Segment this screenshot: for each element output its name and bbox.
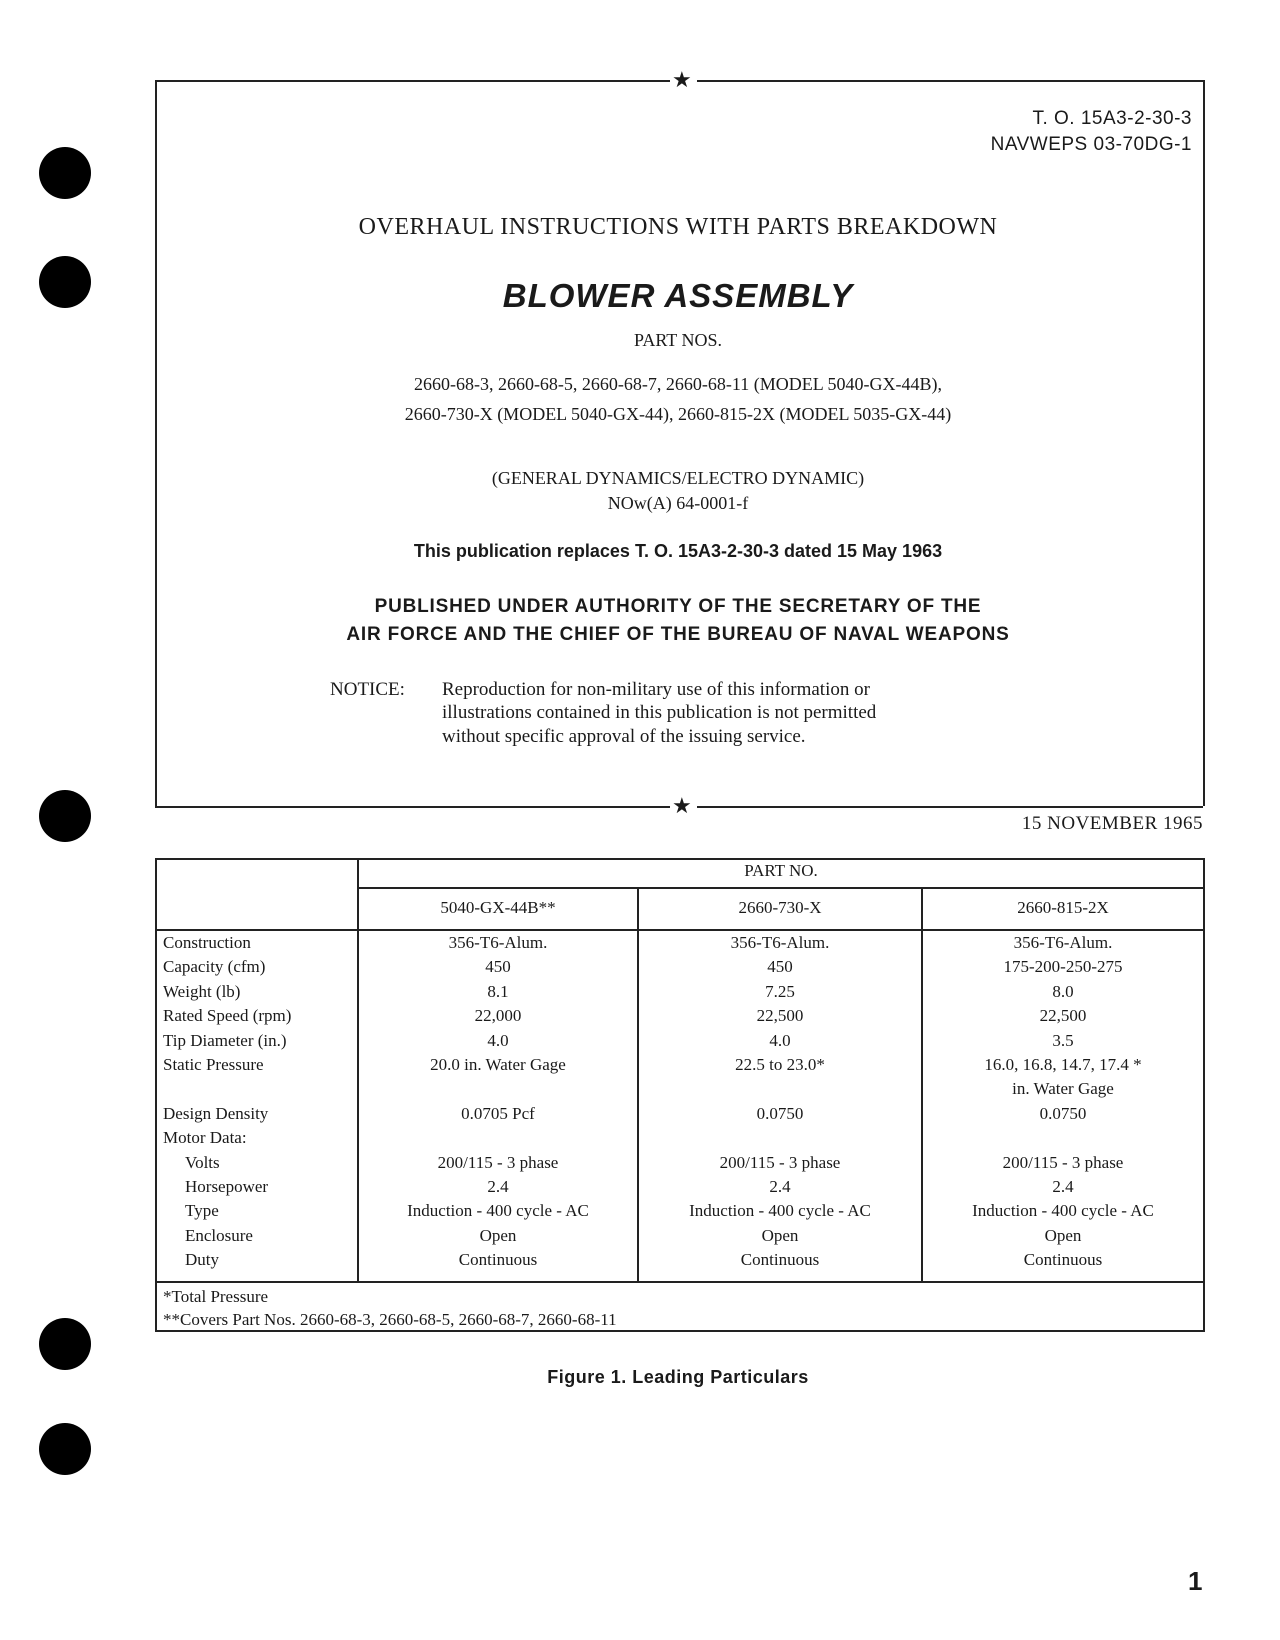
- authority-line: PUBLISHED UNDER AUTHORITY OF THE SECRETARY OF THE: [374, 596, 982, 617]
- table-row: [155, 982, 1203, 1006]
- table-cell: Open: [1044, 1225, 1082, 1245]
- row-label: Rated Speed (rpm): [163, 1006, 292, 1026]
- table-row: [155, 957, 1203, 981]
- column-header: 5040-GX-44B**: [440, 898, 556, 917]
- table-cell: 0.0750: [756, 1103, 804, 1123]
- part-no-header: PART NO.: [744, 861, 818, 880]
- table-cell: 22,500: [756, 1006, 804, 1026]
- punch-hole: [39, 256, 91, 308]
- table-cell: 16.0, 16.8, 14.7, 17.4 *: [984, 1055, 1142, 1074]
- document-subtitle: OVERHAUL INSTRUCTIONS WITH PARTS BREAKDOWN: [358, 214, 998, 240]
- replaces-notice: This publication replaces T. O. 15A3-2-30-3 dated 15 May 1963: [413, 541, 943, 561]
- star-icon: ★: [672, 794, 692, 819]
- table-row: [155, 1250, 1203, 1274]
- row-label: Weight (lb): [163, 981, 241, 1001]
- table-row: [155, 1079, 1203, 1103]
- table-cell: 8.0: [1052, 981, 1074, 1001]
- row-label: Motor Data:: [163, 1128, 247, 1148]
- table-cell: 22,000: [474, 1006, 522, 1026]
- table-cell: 0.0750: [1039, 1103, 1087, 1123]
- table-cell: 175-200-250-275: [1003, 957, 1123, 977]
- notice-text: Reproduction for non-military use of this information or: [442, 679, 870, 700]
- table-row: [155, 1153, 1203, 1177]
- table-cell: 22.5 to 23.0*: [735, 1055, 825, 1074]
- punch-hole: [39, 1423, 91, 1475]
- punch-hole: [39, 1318, 91, 1370]
- part-nos-line: 2660-68-3, 2660-68-5, 2660-68-7, 2660-68-11 (MODEL 5040-GX-44B),: [413, 374, 943, 394]
- document-title: BLOWER ASSEMBLY: [502, 277, 854, 314]
- divider: [155, 806, 670, 808]
- table-row: [155, 1201, 1203, 1225]
- table-row: [155, 1031, 1203, 1055]
- notice-text: without specific approval of the issuing service.: [442, 726, 806, 747]
- column-header: 2660-815-2X: [1017, 898, 1109, 917]
- table-cell: Induction - 400 cycle - AC: [407, 1201, 589, 1221]
- table-cell: Continuous: [740, 1250, 820, 1270]
- manufacturer: (GENERAL DYNAMICS/ELECTRO DYNAMIC): [491, 468, 865, 488]
- table-cell: 356-T6-Alum.: [730, 933, 830, 952]
- figure-caption: Figure 1. Leading Particulars: [547, 1367, 809, 1387]
- row-label: Volts: [185, 1152, 220, 1172]
- table-cell: 450: [767, 957, 793, 977]
- table-cell: 7.25: [765, 981, 795, 1001]
- table-cell: Continuous: [458, 1250, 538, 1270]
- table-cell: 2.4: [487, 1177, 509, 1196]
- row-label: Design Density: [163, 1103, 269, 1123]
- divider: [697, 806, 1203, 808]
- navweps-number: NAVWEPS 03-70DG-1: [990, 134, 1192, 155]
- row-label: Enclosure: [185, 1225, 253, 1245]
- table-row: [155, 1055, 1203, 1079]
- table-cell: 22,500: [1039, 1006, 1087, 1026]
- authority-line: AIR FORCE AND THE CHIEF OF THE BUREAU OF NAVAL WEAPONS: [346, 624, 1010, 645]
- table-row: [155, 1006, 1203, 1030]
- table-cell: 2.4: [769, 1177, 791, 1196]
- row-label: Type: [185, 1201, 219, 1221]
- row-label: Duty: [185, 1250, 219, 1270]
- table-cell: Induction - 400 cycle - AC: [972, 1201, 1154, 1221]
- table-row: [155, 933, 1203, 957]
- divider: [697, 80, 1203, 82]
- punch-hole: [39, 790, 91, 842]
- table-row: [155, 1177, 1203, 1201]
- row-label: Tip Diameter (in.): [163, 1030, 287, 1050]
- row-label: Capacity (cfm): [163, 957, 266, 977]
- table-cell: 2.4: [1052, 1177, 1074, 1196]
- row-label: Static Pressure: [163, 1055, 264, 1074]
- table-cell: 4.0: [769, 1030, 791, 1050]
- notice-label: NOTICE:: [330, 679, 405, 700]
- footnote: **Covers Part Nos. 2660-68-3, 2660-68-5, 2660-68-7, 2660-68-11: [163, 1310, 617, 1329]
- table-cell: 0.0705 Pcf: [461, 1103, 535, 1123]
- table-cell: 200/115 - 3 phase: [437, 1152, 559, 1172]
- publication-date: 15 NOVEMBER 1965: [1021, 813, 1203, 834]
- table-cell: Continuous: [1023, 1250, 1103, 1270]
- table-cell: Open: [761, 1225, 799, 1245]
- part-nos-label: PART NOS.: [634, 330, 722, 350]
- table-cell: 200/115 - 3 phase: [719, 1152, 841, 1172]
- table-cell: Induction - 400 cycle - AC: [689, 1201, 871, 1221]
- table-row: [155, 1226, 1203, 1250]
- part-nos-line: 2660-730-X (MODEL 5040-GX-44), 2660-815-2X (MODEL 5035-GX-44): [404, 404, 952, 424]
- column-header: 2660-730-X: [738, 898, 822, 917]
- table-cell: in. Water Gage: [1012, 1079, 1114, 1099]
- row-label: Horsepower: [185, 1177, 269, 1196]
- table-cell: 3.5: [1052, 1030, 1074, 1050]
- table-cell: 20.0 in. Water Gage: [430, 1055, 566, 1074]
- row-label: Construction: [163, 933, 251, 952]
- footnote: *Total Pressure: [163, 1287, 269, 1306]
- table-cell: 4.0: [487, 1030, 509, 1050]
- star-icon: ★: [672, 68, 692, 93]
- page-number: 1: [1188, 1566, 1203, 1596]
- table-row: [155, 1128, 1203, 1152]
- table-cell: 356-T6-Alum.: [1013, 933, 1113, 952]
- table-cell: 200/115 - 3 phase: [1002, 1152, 1124, 1172]
- contract-number: NOw(A) 64-0001-f: [607, 493, 749, 513]
- table-cell: 450: [485, 957, 511, 977]
- table-cell: 8.1: [487, 981, 509, 1001]
- divider: [155, 80, 670, 82]
- table-cell: Open: [479, 1225, 517, 1245]
- to-number: T. O. 15A3-2-30-3: [1032, 108, 1192, 129]
- notice-text: illustrations contained in this publication is not permitted: [442, 702, 877, 723]
- table-row: [155, 1104, 1203, 1128]
- punch-hole: [39, 147, 91, 199]
- table-cell: 356-T6-Alum.: [448, 933, 548, 952]
